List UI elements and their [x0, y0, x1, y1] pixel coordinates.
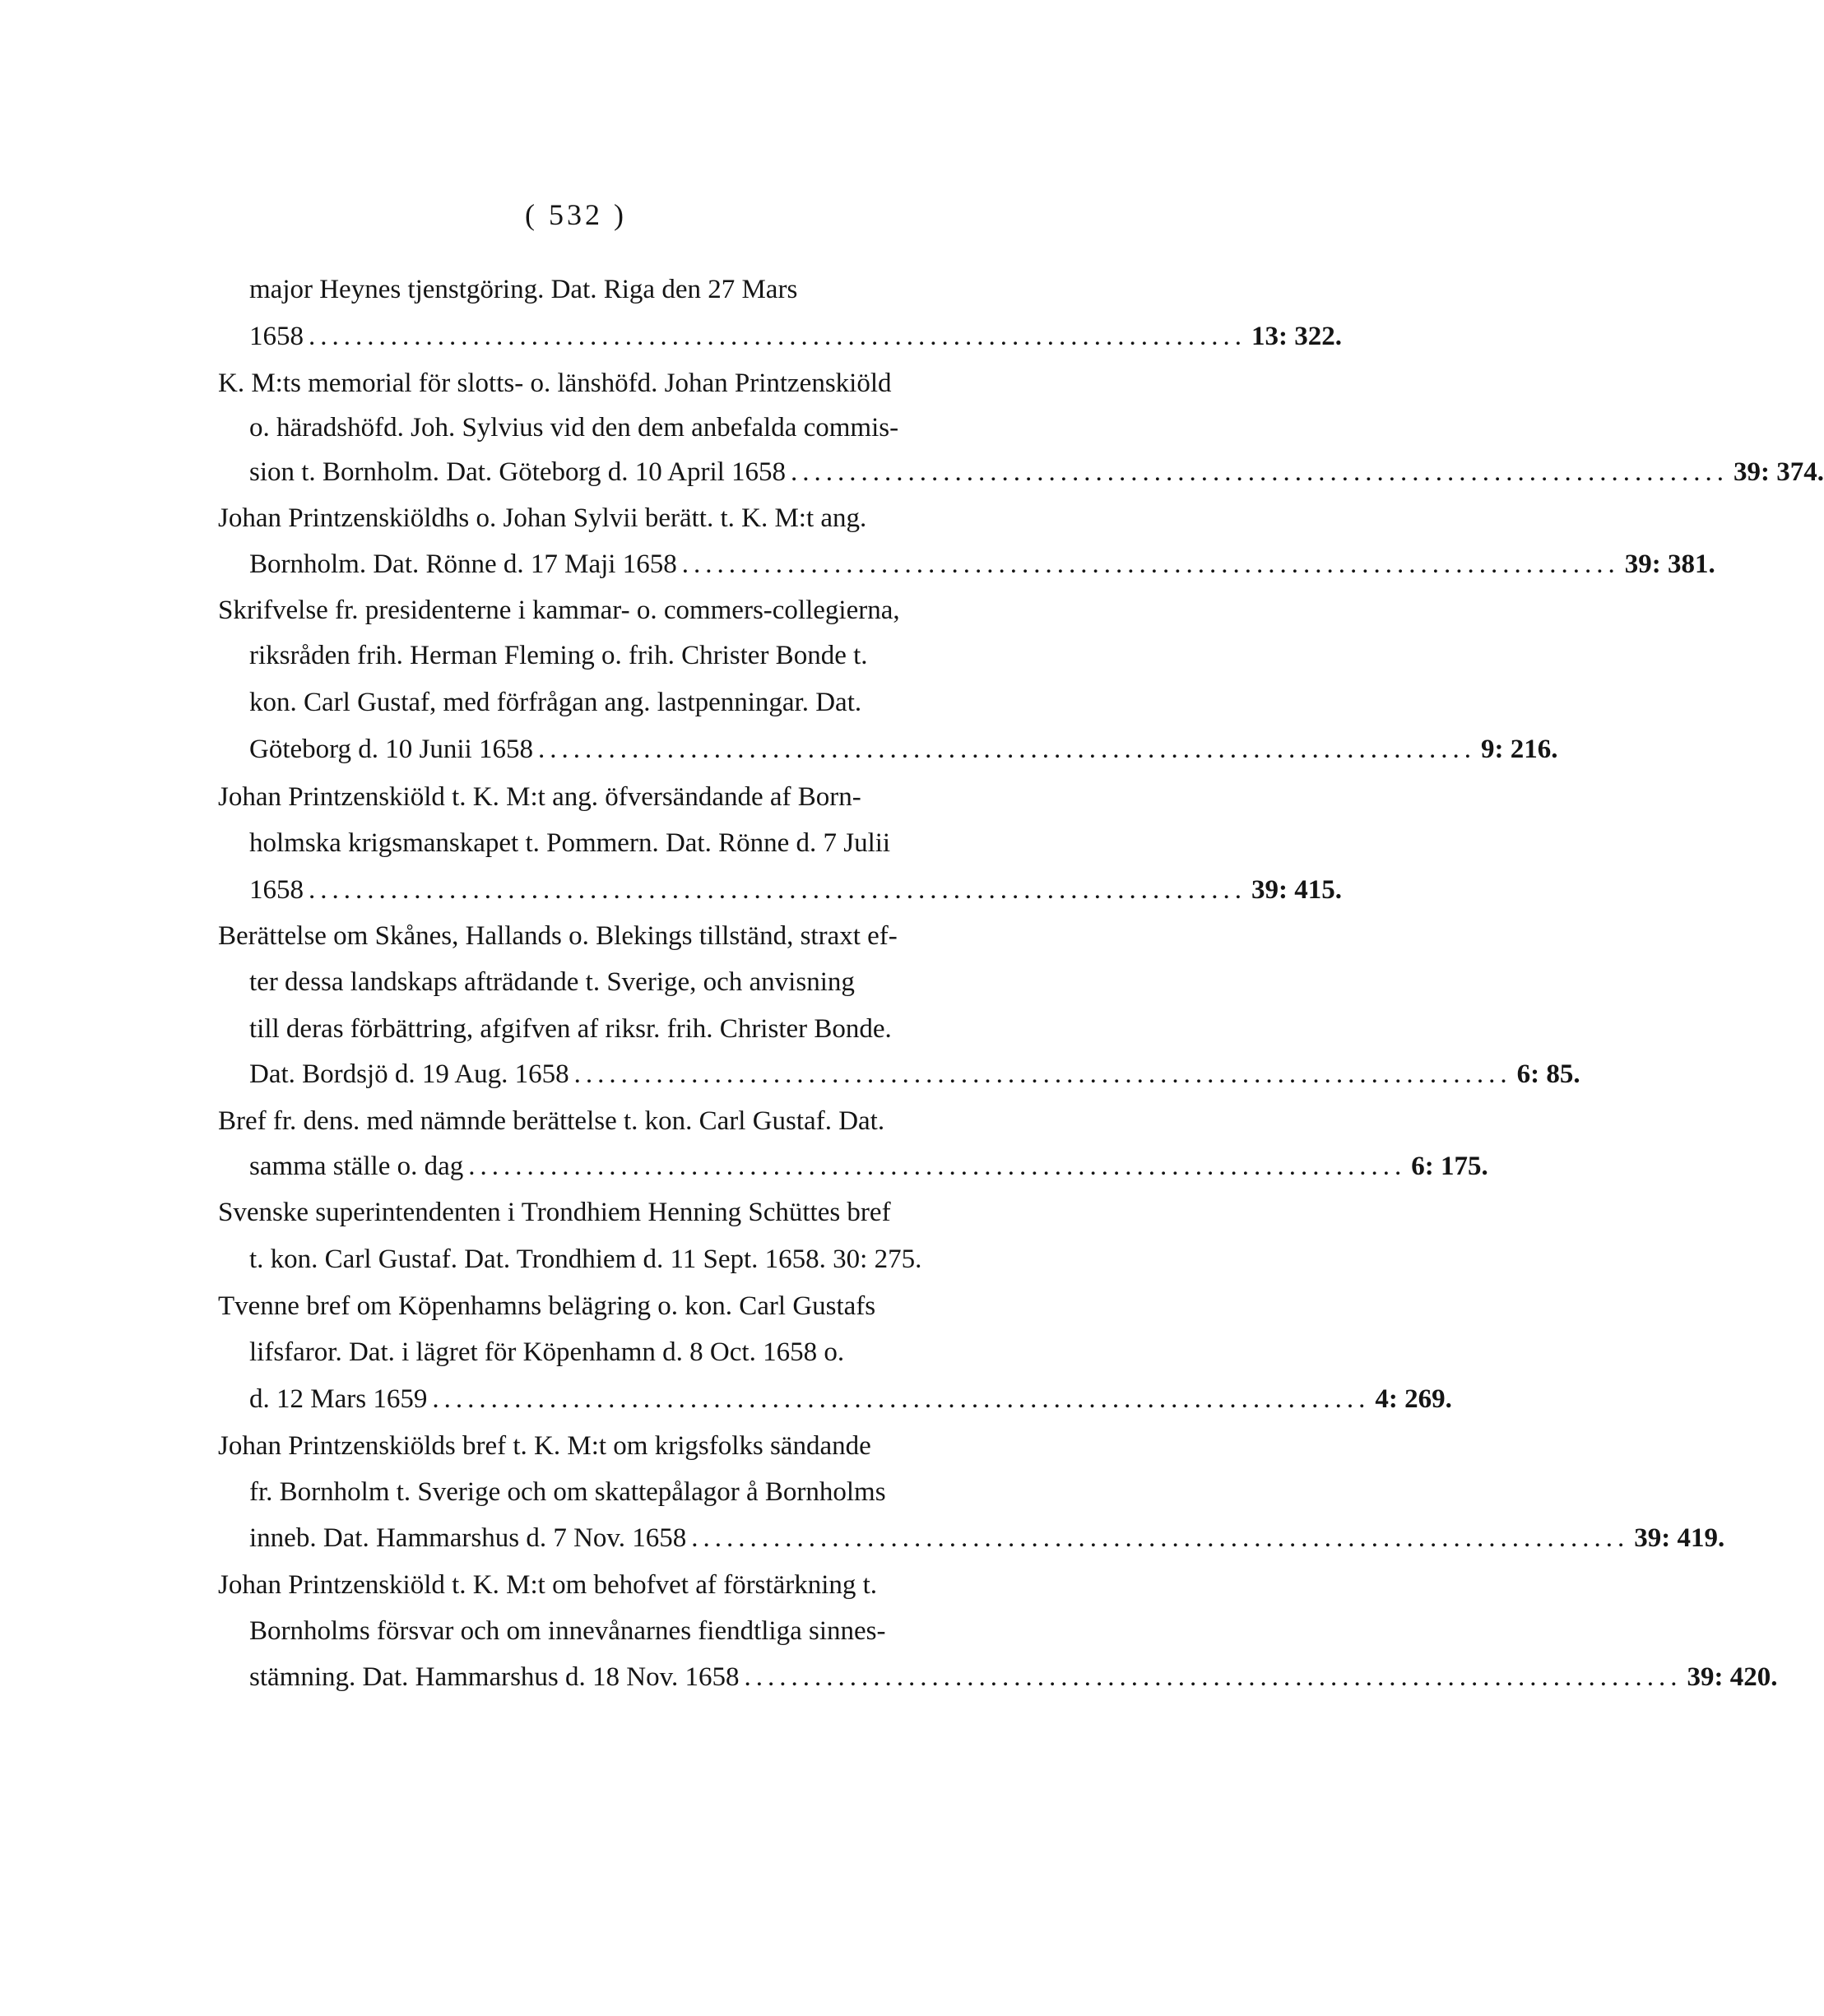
- volume-page-reference: 13: 322.: [1251, 322, 1342, 351]
- entry-line: Bref fr. dens. med nämnde berättelse t. kon. Carl Gustaf. Dat.: [218, 1106, 885, 1136]
- volume-page-reference: 39: 415.: [1251, 875, 1342, 905]
- entry-line: Tvenne bref om Köpenhamns belägring o. kon. Carl Gustafs: [218, 1291, 876, 1321]
- entry-line: major Heynes tjenstgöring. Dat. Riga den 27 Mars: [249, 275, 798, 304]
- entry-line: Johan Printzenskiöld t. K. M:t ang. öfversändande af Born-: [218, 782, 861, 812]
- dot-leader: ................................................................................: [432, 1384, 1371, 1414]
- volume-page-reference: 6: 85.: [1516, 1059, 1580, 1089]
- entry-line: Johan Printzenskiölds bref t. K. M:t om krigsfolks sändande: [218, 1431, 871, 1461]
- entry-line-with-reference: [249, 872, 1342, 908]
- dot-leader: ................................................................................: [468, 1152, 1407, 1181]
- volume-page-reference: 9: 216.: [1480, 735, 1558, 764]
- entry-line-with-reference: [249, 1056, 1580, 1092]
- entry-line: lifsfaror. Dat. i lägret för Köpenhamn d. 8 Oct. 1658 o.: [249, 1337, 845, 1367]
- entry-text: Göteborg d. 10 Junii 1658: [249, 735, 533, 764]
- volume-page-reference: 4: 269.: [1375, 1384, 1452, 1414]
- entry-line-with-reference: [249, 1659, 1778, 1695]
- entry-line: K. M:ts memorial för slotts- o. länshöfd. Johan Printzenskiöld: [218, 368, 892, 398]
- entry-line-with-reference: [249, 318, 1342, 355]
- entry-text: sion t. Bornholm. Dat. Göteborg d. 10 April 1658: [249, 457, 787, 487]
- entry-text: Bornholm. Dat. Rönne d. 17 Maji 1658: [249, 549, 677, 579]
- entry-line: Johan Printzenskiöldhs o. Johan Sylvii berätt. t. K. M:t ang.: [218, 503, 867, 533]
- entry-line-with-reference: [249, 1148, 1488, 1184]
- entry-text: stämning. Dat. Hammarshus d. 18 Nov. 1658: [249, 1662, 740, 1692]
- volume-page-reference: 39: 420.: [1687, 1662, 1778, 1692]
- entry-line: Johan Printzenskiöld t. K. M:t om behofvet af förstärkning t.: [218, 1570, 878, 1600]
- entry-line: riksråden frih. Herman Fleming o. frih. Christer Bonde t.: [249, 641, 868, 670]
- entry-line: Bornholms försvar och om innevånarnes fiendtliga sinnes-: [249, 1616, 886, 1646]
- dot-leader: ................................................................................: [573, 1059, 1512, 1089]
- entry-line-with-reference: [249, 1381, 1452, 1417]
- volume-page-reference: 39: 374.: [1733, 457, 1824, 487]
- entry-text: Dat. Bordsjö d. 19 Aug. 1658: [249, 1059, 569, 1089]
- entry-line: ter dessa landskaps afträdande t. Sverige, och anvisning: [249, 967, 855, 997]
- entry-line-with-reference: [249, 731, 1558, 767]
- entry-line-with-reference: [249, 454, 1824, 490]
- entry-line: Berättelse om Skånes, Hallands o. Blekings tillständ, straxt ef-: [218, 921, 898, 951]
- entry-text: samma ställe o. dag: [249, 1152, 464, 1181]
- entry-line: Svenske superintendenten i Trondhiem Henning Schüttes bref: [218, 1198, 891, 1227]
- entry-line: Skrifvelse fr. presidenterne i kammar- o. commers-collegierna,: [218, 596, 900, 625]
- entry-text: 1658: [249, 875, 304, 905]
- dot-leader: ................................................................................: [744, 1662, 1682, 1692]
- entry-line-with-reference: [249, 546, 1715, 582]
- dot-leader: ................................................................................: [791, 457, 1729, 487]
- dot-leader: ................................................................................: [537, 735, 1476, 764]
- volume-page-reference: 6: 175.: [1411, 1152, 1488, 1181]
- entry-text: inneb. Dat. Hammarshus d. 7 Nov. 1658: [249, 1523, 687, 1553]
- entry-line: t. kon. Carl Gustaf. Dat. Trondhiem d. 11 Sept. 1658. 30: 275.: [249, 1244, 922, 1274]
- entry-text: d. 12 Mars 1659: [249, 1384, 428, 1414]
- page-number: ( 532 ): [525, 198, 627, 231]
- dot-leader: ................................................................................: [681, 549, 1620, 579]
- dot-leader: ................................................................................: [309, 322, 1246, 351]
- entry-text: 1658: [249, 322, 304, 351]
- volume-page-reference: 39: 419.: [1634, 1523, 1725, 1553]
- entry-line: fr. Bornholm t. Sverige och om skattepålagor å Bornholms: [249, 1477, 886, 1507]
- entry-line: o. häradshöfd. Joh. Sylvius vid den dem anbefalda commis-: [249, 413, 899, 443]
- entry-line: till deras förbättring, afgifven af riksr. frih. Christer Bonde.: [249, 1014, 892, 1044]
- entry-line: kon. Carl Gustaf, med förfrågan ang. lastpenningar. Dat.: [249, 688, 862, 717]
- dot-leader: ................................................................................: [309, 875, 1246, 905]
- entry-line: holmska krigsmanskapet t. Pommern. Dat. Rönne d. 7 Julii: [249, 828, 891, 858]
- dot-leader: ................................................................................: [691, 1523, 1630, 1553]
- entry-line-with-reference: [249, 1520, 1725, 1556]
- volume-page-reference: 39: 381.: [1624, 549, 1715, 579]
